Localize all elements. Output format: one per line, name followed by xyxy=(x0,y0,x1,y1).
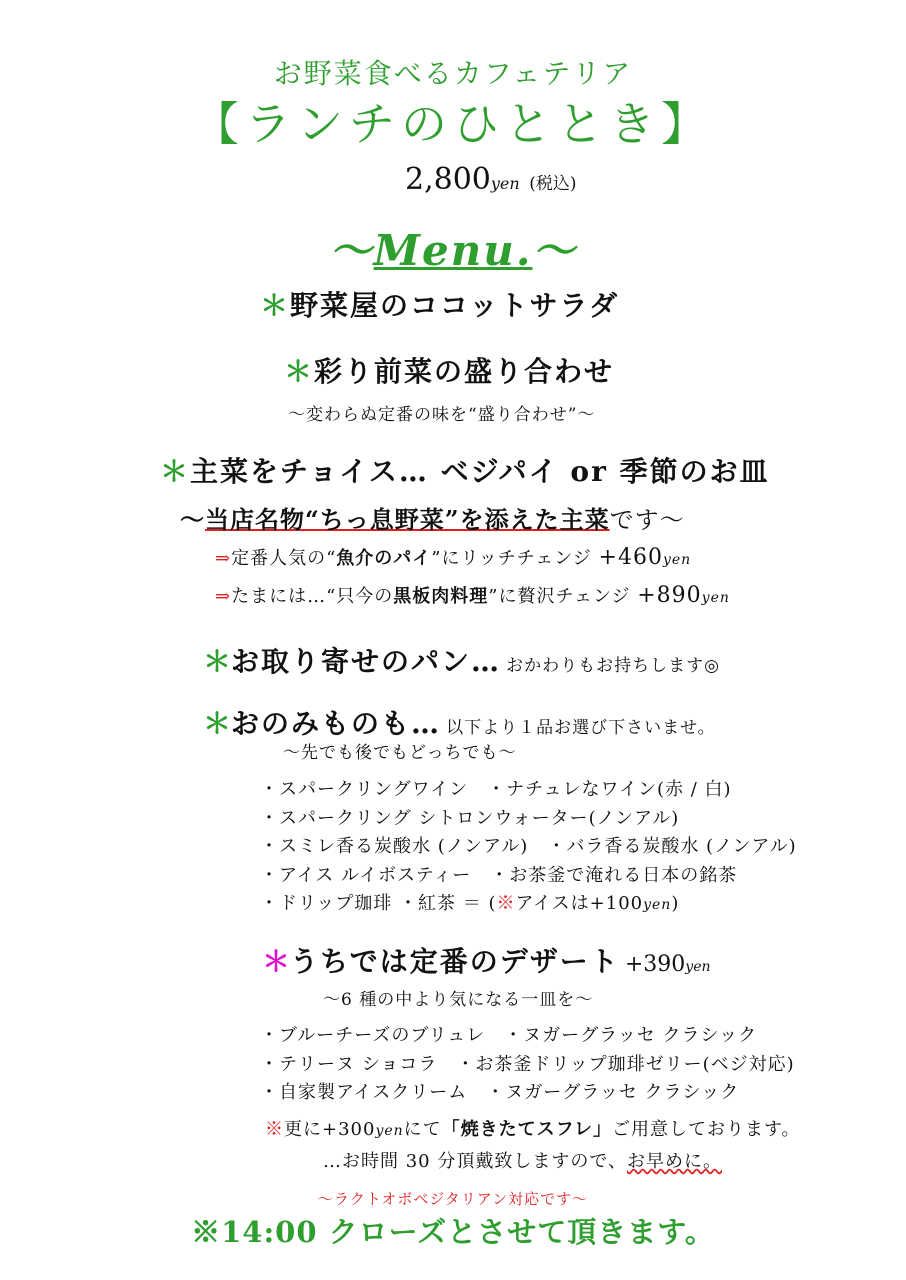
dessert-list xyxy=(260,1022,795,1108)
menu-heading-word: Menu. xyxy=(373,226,533,275)
souffle-time-note xyxy=(323,1147,722,1173)
price-unit: yen xyxy=(490,174,520,193)
list-item: ・スミレ香る炭酸水 (ノンアル) ・バラ香る炭酸水 (ノンアル) xyxy=(260,836,797,857)
cafe-subtitle: お野菜食べるカフェテリア xyxy=(273,57,633,90)
option-unit: yen xyxy=(701,590,730,606)
main-title: 主菜をチョイス… ベジパイ or 季節のお皿 xyxy=(190,455,770,488)
list-item: ・ブルーチーズのブリュレ ・ヌガーグラッセ クラシック xyxy=(260,1025,758,1046)
main-note xyxy=(180,500,685,535)
salad-asterisk-icon: ＊ xyxy=(260,289,291,322)
main-asterisk-icon: ＊ xyxy=(160,455,191,488)
souffle-bold: 「焼きたてスフレ」 xyxy=(441,1119,612,1140)
option-price: +890 xyxy=(637,583,702,608)
list-item: ・スパークリング シトロンウォーター(ノンアル) xyxy=(260,807,680,829)
option-price: +460 xyxy=(598,545,663,570)
drinks-note: 以下より１品お選び下さいませ。 xyxy=(446,718,716,738)
appetizer-note: ～変わらぬ定番の味を“盛り合わせ”～ xyxy=(288,405,596,425)
dessert-title: うちでは定番のデザート xyxy=(290,945,620,978)
drink-last-mark: ※ xyxy=(496,893,516,914)
price-tax: (税込) xyxy=(529,174,577,194)
lunch-price xyxy=(405,162,577,197)
drinks-title: おのみものも… xyxy=(231,707,442,740)
drinks-sub: ～先でも後でもどっちでも～ xyxy=(283,743,517,763)
list-item: ・テリーヌ ショコラ ・お茶釜ドリップ珈琲ゼリー(ベジ対応) xyxy=(260,1053,795,1075)
souffle-note xyxy=(265,1115,801,1141)
appetizer-asterisk-icon: ＊ xyxy=(284,355,315,388)
option-bold: 魚介のパイ xyxy=(336,548,432,569)
main-item xyxy=(160,450,770,490)
souffle-time-wavy: お早めに。 xyxy=(627,1151,722,1172)
salad-title: 野菜屋のココットサラダ xyxy=(290,289,620,322)
vegetarian-note: ～ラクトオボベジタリアン対応です～ xyxy=(317,1190,589,1208)
main-option xyxy=(215,544,691,570)
dessert-unit: yen xyxy=(685,959,711,975)
dessert-price: +390 xyxy=(624,952,686,977)
drinks-list xyxy=(260,776,797,920)
souffle-mid: にて xyxy=(403,1119,442,1140)
drink-last-unit: yen xyxy=(643,897,672,913)
list-item xyxy=(260,890,797,920)
salad-item xyxy=(260,284,619,324)
closing-note: ※14:00 クローズとさせて頂きます。 xyxy=(191,1215,715,1249)
price-value: 2,800 xyxy=(405,162,491,197)
appetizer-title: 彩り前菜の盛り合わせ xyxy=(314,355,615,388)
bread-item xyxy=(203,640,720,680)
list-item: ・アイス ルイボスティー ・お茶釜で淹れる日本の銘茶 xyxy=(260,864,738,886)
list-item: ・自家製アイスクリーム ・ヌガーグラッセ クラシック xyxy=(260,1082,740,1103)
dessert-asterisk-icon: ＊ xyxy=(262,945,291,978)
souffle-post: ご用意しております。 xyxy=(611,1119,801,1140)
option-pre: たまには…“只今の xyxy=(231,586,394,607)
souffle-time-pre: …お時間 30 分頂戴致しますので、 xyxy=(323,1151,627,1172)
souffle-unit: yen xyxy=(375,1123,404,1139)
drink-last-post: アイスは+100 xyxy=(515,893,644,914)
dessert-sub: ～6 種の中より気になる一皿を～ xyxy=(323,990,594,1010)
main-note-underlined: 当店名物“ちっ息野菜”を添えた主菜 xyxy=(205,505,610,534)
arrow-icon: ⇒ xyxy=(215,586,232,607)
appetizer-item xyxy=(284,350,614,390)
menu-heading-left: ～ xyxy=(329,226,374,275)
option-post: ”にリッチチェンジ xyxy=(431,548,599,569)
souffle-mark: ※ xyxy=(265,1119,284,1140)
list-item: ・スパークリングワイン ・ナチュレなワイン(赤 / 白) xyxy=(260,779,732,800)
souffle-pre: 更に+300 xyxy=(284,1119,376,1140)
arrow-icon: ⇒ xyxy=(215,548,232,569)
drinks-item xyxy=(203,702,716,742)
bread-title: お取り寄せのパン… xyxy=(231,645,502,678)
option-bold: 黒板肉料理 xyxy=(393,586,489,607)
bread-note: おかわりもお持ちします◎ xyxy=(506,656,720,676)
option-pre: 定番人気の“ xyxy=(231,548,337,569)
dessert-item xyxy=(262,940,711,980)
drinks-asterisk-icon: ＊ xyxy=(203,707,232,740)
menu-heading xyxy=(0,218,906,278)
menu-heading-right: ～ xyxy=(532,226,577,275)
main-note-suffix: です～ xyxy=(609,506,685,534)
page-title: 【ランチのひととき】 xyxy=(193,97,713,151)
drink-last-pre: ・ドリップ珈琲 ・紅茶 ＝ ( xyxy=(260,893,497,914)
drink-last-close: ) xyxy=(671,893,680,914)
option-unit: yen xyxy=(662,552,692,568)
bread-asterisk-icon: ＊ xyxy=(203,645,232,678)
main-option xyxy=(215,582,730,608)
main-note-prefix: ～ xyxy=(180,505,205,534)
option-post: ”に贅沢チェンジ xyxy=(488,586,638,607)
